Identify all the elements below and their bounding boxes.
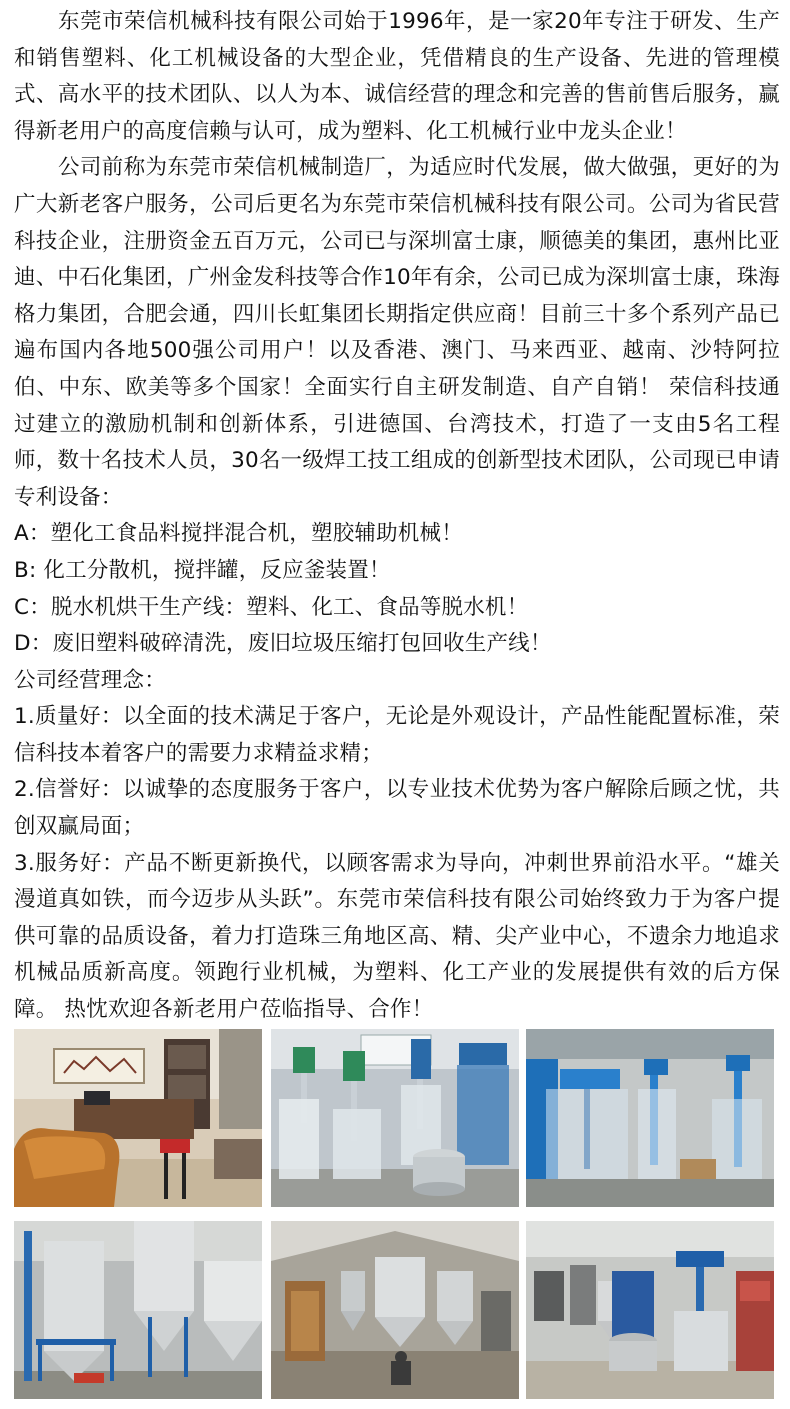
equipment-hall-photo: [526, 1221, 774, 1399]
philosophy-heading: 公司经营理念：: [14, 667, 166, 693]
history-paragraph: 公司前称为东莞市荣信机械制造厂，为适应时代发展，做大做强，更好的为广大新老客户服务，公司后更名为东莞市荣信机械科技有限公司。公司为省民营科技企业，注册资金五百万元，公司已与深圳富士康，顺德美的集团，惠州比亚迪、中石化集团，广州金发科技等合作10年有余，公司已成为深圳富士康，珠海格力集团，合肥会通，四川长虹集团长期指定供应商！目前三十多个系列产品已遍布国内各地500强公司用户！以及香港、澳门、马来西亚、越南、沙特阿拉伯、中东、欧美等多个国家！全面实行自主研发制造、自产自销！ 荣信科技通过建立的激励机制和创新体系，引进德国、台湾技术，打造了一支由5名工程师，数十名技术人员，30名一级焊工技工组成的创新型技术团队，公司现已申请专利设备：: [14, 155, 780, 510]
workshop-photo: [271, 1029, 519, 1207]
intro-paragraph: 东莞市荣信机械科技有限公司始于1996年，是一家20年专注于研发、生产和销售塑料、化工机械设备的大型企业，凭借精良的生产设备、先进的管理模式、高水平的技术团队、以人为本、诚信经营的理念和完善的售前售后服务，赢得新老用户的高度信赖与认可，成为塑料、化工机械行业中龙头企业！: [14, 9, 780, 144]
vertical-mixer-photo: [14, 1221, 262, 1399]
factory-floor-photo: [271, 1221, 519, 1399]
patent-item-b: B: 化工分散机，搅拌罐，反应釜装置！: [14, 557, 391, 583]
philosophy-item-2: 2.信誉好：以诚挚的态度服务于客户，以专业技术优势为客户解除后顾之忧，共创双赢局面；: [14, 777, 780, 840]
office-photo: [14, 1029, 262, 1207]
philosophy-item-3: 3.服务好：产品不断更新换代，以顾客需求为导向，冲刺世界前沿水平。“雄关漫道真如铁，而今迈步从头跃”。东莞市荣信科技有限公司始终致力于为客户提供可靠的品质设备，着力打造珠三角地区高、精、尖产业中心，不遗余力地追求机械品质新高度。领跑行业机械，为塑料、化工产业的发展提供有效的后方保障。 热忱欢迎各新老用户莅临指导、合作！: [14, 850, 780, 1023]
photo-gallery: [14, 1029, 776, 1399]
philosophy-item-1: 1.质量好：以全面的技术满足于客户，无论是外观设计，产品性能配置标准，荣信科技本着客户的需要力求精益求精；: [14, 704, 780, 766]
patent-item-d: D：废旧塑料破碎清洗，废旧垃圾压缩打包回收生产线！: [14, 631, 552, 657]
article-body: [14, 4, 780, 1029]
patent-item-a: A：塑化工食品料搅拌混合机，塑胶辅助机械！: [14, 521, 463, 547]
disperser-photo: [526, 1029, 774, 1207]
patent-item-c: C：脱水机烘干生产线：塑料、化工、食品等脱水机！: [14, 594, 529, 620]
